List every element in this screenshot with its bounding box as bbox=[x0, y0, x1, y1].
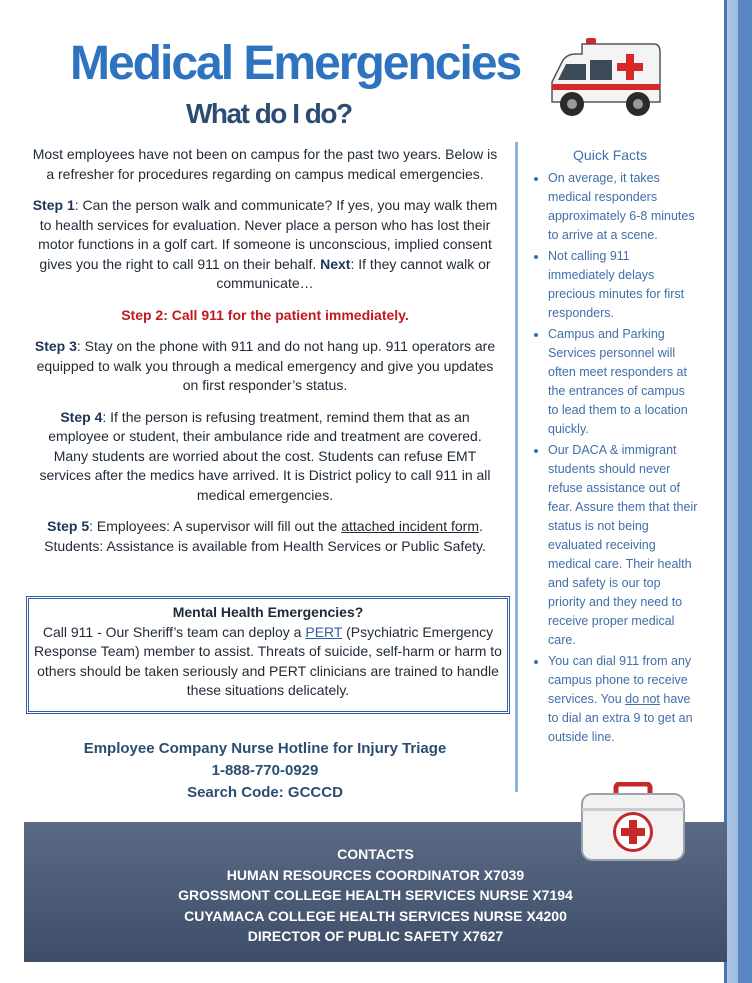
mental-health-title: Mental Health Emergencies? bbox=[172, 604, 364, 620]
step-3-text: : Stay on the phone with 911 and do not hang up. 911 operators are equipped to walk you through a medical emergency and give you updates on first responder’s status. bbox=[36, 338, 496, 393]
quick-facts-divider bbox=[515, 142, 518, 792]
step-4 bbox=[30, 408, 500, 506]
ambulance-icon bbox=[548, 36, 663, 121]
step-2-text: : Call 911 for the patient immediately. bbox=[163, 306, 409, 323]
contact-line: DIRECTOR OF PUBLIC SAFETY X7627 bbox=[247, 928, 504, 944]
step-2-label: Step 2 bbox=[121, 306, 164, 323]
quick-fact-item: • Our DACA & immigrant students should never refuse assistance out of fear. Assure them that their status is not being evaluated receiving medical care. Their health and safety is our top priority and they need to receive proper medical care. bbox=[548, 441, 698, 650]
step-2 bbox=[30, 306, 500, 326]
quick-fact-text-a: You can dial 911 from any campus phone to receive services. You bbox=[548, 654, 692, 706]
quick-fact-item: • Not calling 911 immediately delays precious minutes for first responders. bbox=[548, 247, 698, 323]
step-5-label: Step 5 bbox=[47, 518, 90, 534]
contact-line: GROSSMONT COLLEGE HEALTH SERVICES NURSE X7194 bbox=[178, 887, 573, 903]
intro-text: Most employees have not been on campus for the past two years. Below is a refresher for procedures regarding on campus medical emergencies. bbox=[32, 146, 498, 182]
quick-fact-item: • On average, it takes medical responders approximately 6-8 minutes to arrive at a scene. bbox=[548, 169, 698, 245]
quick-fact-item bbox=[548, 652, 698, 747]
contact-line: HUMAN RESOURCES COORDINATOR X7039 bbox=[226, 866, 525, 883]
nurse-hotline bbox=[30, 738, 500, 804]
first-aid-kit-icon bbox=[578, 782, 688, 864]
quick-facts-list bbox=[522, 169, 698, 747]
mental-health-text-a: Call 911 - Our Sheriff’s team can deploy a bbox=[42, 623, 306, 640]
step-1 bbox=[30, 196, 500, 294]
step-5-text-b: . Students: Assistance is available from Health Services or Public Safety. bbox=[44, 518, 486, 554]
pert-link[interactable]: PERT bbox=[305, 623, 343, 640]
quick-fact-item: • Campus and Parking Services personnel will often meet responders at the entrances of campus to lead them to a location quickly. bbox=[548, 325, 698, 439]
contacts-title: CONTACTS bbox=[337, 846, 414, 862]
step-4-label: Step 4 bbox=[60, 408, 103, 425]
step-4-text: : If the person is refusing treatment, remind them that as an employee or student, their ambulance ride and treatment are covered. Many students are worried about the cost. Students can refuse EMT services after the medics have arrived. It is District policy to call 911 in all medical emergencies. bbox=[39, 408, 491, 503]
hotline-search-code: Search Code: GCCCD bbox=[187, 784, 343, 801]
quick-fact-text-b: have to dial an extra 9 to get an outside line. bbox=[548, 692, 693, 744]
quick-fact-underlined: do not bbox=[625, 692, 660, 706]
mental-health-text bbox=[33, 623, 503, 701]
step-1-next-text: : If they cannot walk or communicate… bbox=[216, 255, 491, 291]
procedures-section bbox=[30, 145, 500, 568]
hotline-phone: 1-888-770-0929 bbox=[211, 762, 319, 779]
contact-line: CUYAMACA COLLEGE HEALTH SERVICES NURSE X4200 bbox=[184, 907, 567, 924]
step-5 bbox=[30, 517, 500, 556]
step-1-text: : Can the person walk and communicate? If yes, you may walk them to health services for evaluation. Never place a person who has lost their motor functions in a golf cart. If someone is unconscious, implied consent gives you the right to call 911 on their behalf. bbox=[38, 197, 498, 272]
page-title: Medical Emergencies bbox=[70, 37, 521, 90]
page-edge-stripe bbox=[738, 0, 752, 983]
mental-health-box bbox=[26, 596, 510, 714]
quick-facts bbox=[522, 146, 698, 749]
step-1-label: Step 1 bbox=[32, 197, 75, 213]
mental-health-text-b: (Psychiatric Emergency Response Team) member to assist. Threats of suicide, self-harm or harm to others should be taken seriously and PERT clinicians are trained to handle these situations delicately. bbox=[34, 623, 502, 698]
step-3-label: Step 3 bbox=[34, 338, 77, 354]
hotline-title: Employee Company Nurse Hotline for Injury Triage bbox=[83, 740, 447, 757]
step-1-next-label: Next bbox=[320, 255, 351, 272]
quick-facts-title: Quick Facts bbox=[573, 147, 647, 163]
step-5-text-a: : Employees: A supervisor will fill out the bbox=[89, 518, 342, 534]
step-3 bbox=[30, 337, 500, 396]
page-subtitle: What do I do? bbox=[186, 98, 352, 129]
incident-form-link[interactable]: attached incident form bbox=[341, 518, 479, 534]
